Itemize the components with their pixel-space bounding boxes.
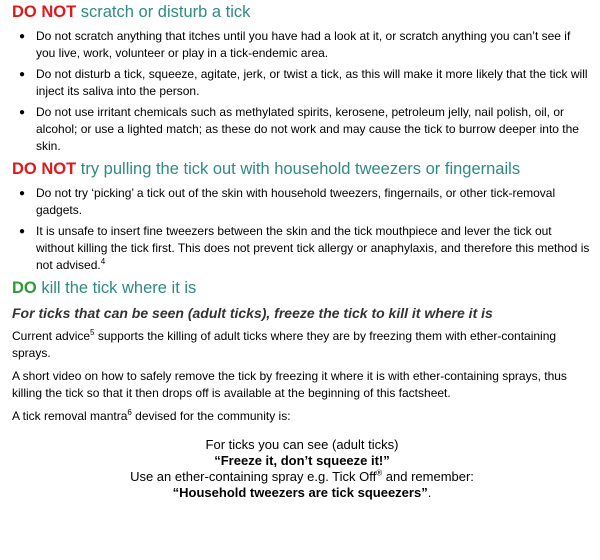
mantra-text: “Household tweezers are tick squeezers” bbox=[172, 485, 428, 500]
section-heading-do-kill bbox=[12, 278, 592, 298]
bullet-icon: ● bbox=[19, 69, 26, 80]
heading-do: DO bbox=[12, 279, 37, 297]
registered-mark: ® bbox=[376, 468, 383, 478]
heading-text: try pulling the tick out with household tweezers or fingernails bbox=[76, 160, 521, 178]
paragraph-text: A tick removal mantra bbox=[12, 409, 128, 423]
mantra-line-3 bbox=[12, 469, 592, 485]
paragraph-text: Current advice bbox=[12, 329, 91, 343]
mantra-line-4 bbox=[12, 485, 592, 501]
section-heading-do-not-scratch bbox=[12, 2, 592, 22]
do-not-pull-list bbox=[12, 185, 592, 274]
list-item bbox=[12, 28, 592, 62]
list-item-text: Do not disturb a tick, squeeze, agitate, jerk, or twist a tick, as this will make it more likely that the tick will inject its saliva into the person. bbox=[36, 67, 588, 98]
paragraph-text: supports the killing of adult ticks where they are by freezing them with ether-containing sprays. bbox=[12, 329, 557, 360]
mantra-text: . bbox=[427, 485, 432, 500]
reference-superscript: 6 bbox=[127, 408, 132, 417]
bullet-icon: ● bbox=[19, 226, 26, 237]
list-item-text: Do not use irritant chemicals such as methylated spirits, kerosene, petroleum jelly, nail polish, oil, or alcohol; or use a lighted match; as these do not work and may cause the tick to burrow deeper into the skin. bbox=[36, 105, 579, 153]
mantra-line-2: “Freeze it, don’t squeeze it!” bbox=[214, 453, 390, 468]
section-heading-do-not-pull bbox=[12, 159, 592, 179]
heading-text: scratch or disturb a tick bbox=[76, 3, 251, 21]
list-item bbox=[12, 223, 592, 274]
paragraph-video: A short video on how to safely remove the tick by freezing it where it is with ether-containing sprays, thus killing the tick so that it then drops off is available at the beginning of this factsheet. bbox=[12, 369, 567, 400]
mantra-text: and remember: bbox=[382, 469, 474, 484]
reference-superscript: 4 bbox=[100, 257, 106, 266]
list-item bbox=[12, 66, 592, 100]
reference-superscript: 5 bbox=[90, 328, 95, 337]
list-item-text: It is unsafe to insert fine tweezers between the skin and the tick mouthpiece and lever the tick out without killing the tick first. This does not prevent tick allergy or anaphylaxis, and therefore this method is not advised. bbox=[36, 224, 590, 272]
list-item-text: Do not scratch anything that itches until you have had a look at it, or scratch anything you can’t see if you live, work, volunteer or play in a tick-endemic area. bbox=[36, 29, 571, 60]
heading-text: kill the tick where it is bbox=[36, 279, 197, 297]
bullet-icon: ● bbox=[19, 31, 26, 42]
tick-removal-mantra bbox=[12, 437, 592, 501]
paragraph-current-advice bbox=[12, 328, 592, 362]
list-item bbox=[12, 104, 592, 155]
bullet-icon: ● bbox=[19, 188, 26, 199]
mantra-text: Use an ether-containing spray e.g. Tick Off bbox=[130, 469, 377, 484]
list-item-text: Do not try ‘picking’ a tick out of the skin with household tweezers, fingernails, or other tick-removal gadgets. bbox=[36, 186, 556, 217]
mantra-line-1: For ticks you can see (adult ticks) bbox=[205, 437, 399, 452]
heading-do-not: DO NOT bbox=[12, 160, 77, 178]
paragraph-mantra-intro bbox=[12, 408, 592, 425]
subheading-freeze: For ticks that can be seen (adult ticks), freeze the tick to kill it where it is bbox=[12, 305, 493, 321]
do-not-scratch-list bbox=[12, 28, 592, 155]
heading-do-not: DO NOT bbox=[12, 3, 77, 21]
paragraph-text: devised for the community is: bbox=[131, 409, 291, 423]
bullet-icon: ● bbox=[19, 107, 26, 118]
list-item bbox=[12, 185, 592, 219]
